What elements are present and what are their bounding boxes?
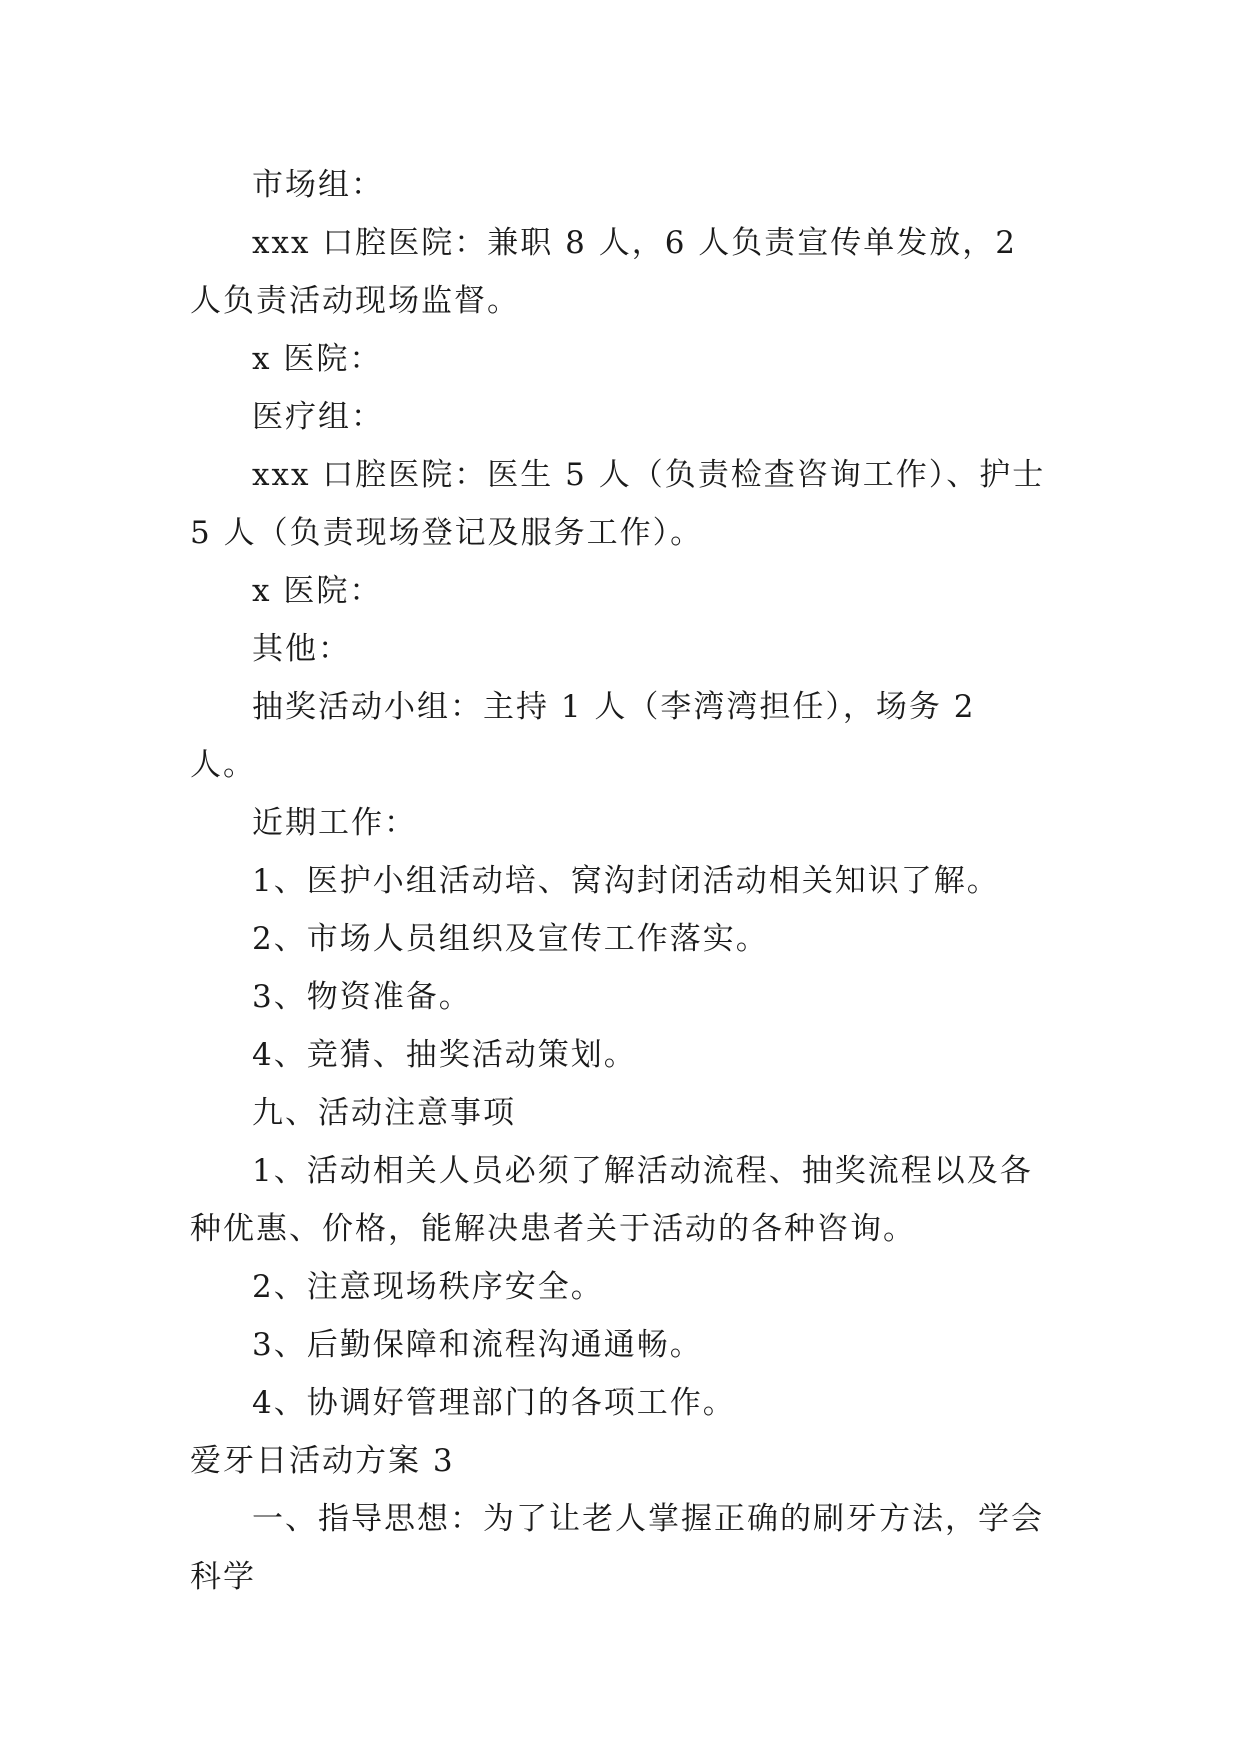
paragraph-medical-dental-hospital: xxx 口腔医院：医生 5 人（负责检查咨询工作）、护士 5 人（负责现场登记及服务工作）。 [190, 457, 1046, 551]
paragraph-market-group: 市场组： [252, 167, 384, 203]
section-heading-notes: 九、活动注意事项 [252, 1095, 516, 1131]
document-title: 爱牙日活动方案 3 [190, 1443, 455, 1479]
list-item-recent-1: 1、医护小组活动培、窝沟封闭活动相关知识了解。 [252, 863, 1000, 899]
paragraph-market-x-hospital: x 医院： [252, 341, 383, 377]
list-item-recent-2: 2、市场人员组织及宣传工作落实。 [252, 921, 769, 957]
list-item-notes-4: 4、协调好管理部门的各项工作。 [252, 1385, 736, 1421]
document-page [190, 156, 1050, 1606]
list-item-recent-3: 3、物资准备。 [252, 979, 472, 1015]
paragraph-market-dental-hospital: xxx 口腔医院：兼职 8 人，6 人负责宣传单发放，2 人负责活动现场监督。 [190, 225, 1018, 319]
list-item-notes-1: 1、活动相关人员必须了解活动流程、抽奖流程以及各种优惠、价格，能解决患者关于活动的各种咨询。 [190, 1153, 1033, 1247]
list-item-notes-2: 2、注意现场秩序安全。 [252, 1269, 604, 1305]
list-item-recent-4: 4、竞猜、抽奖活动策划。 [252, 1037, 637, 1073]
paragraph-guiding-idea: 一、指导思想：为了让老人掌握正确的刷牙方法，学会科学 [190, 1501, 1044, 1595]
paragraph-others: 其他： [252, 631, 351, 667]
paragraph-lottery-group: 抽奖活动小组：主持 1 人（李湾湾担任），场务 2 人。 [190, 689, 976, 783]
list-item-notes-3: 3、后勤保障和流程沟通通畅。 [252, 1327, 703, 1363]
paragraph-medical-group: 医疗组： [252, 399, 384, 435]
paragraph-recent-work: 近期工作： [252, 805, 417, 841]
paragraph-medical-x-hospital: x 医院： [252, 573, 383, 609]
